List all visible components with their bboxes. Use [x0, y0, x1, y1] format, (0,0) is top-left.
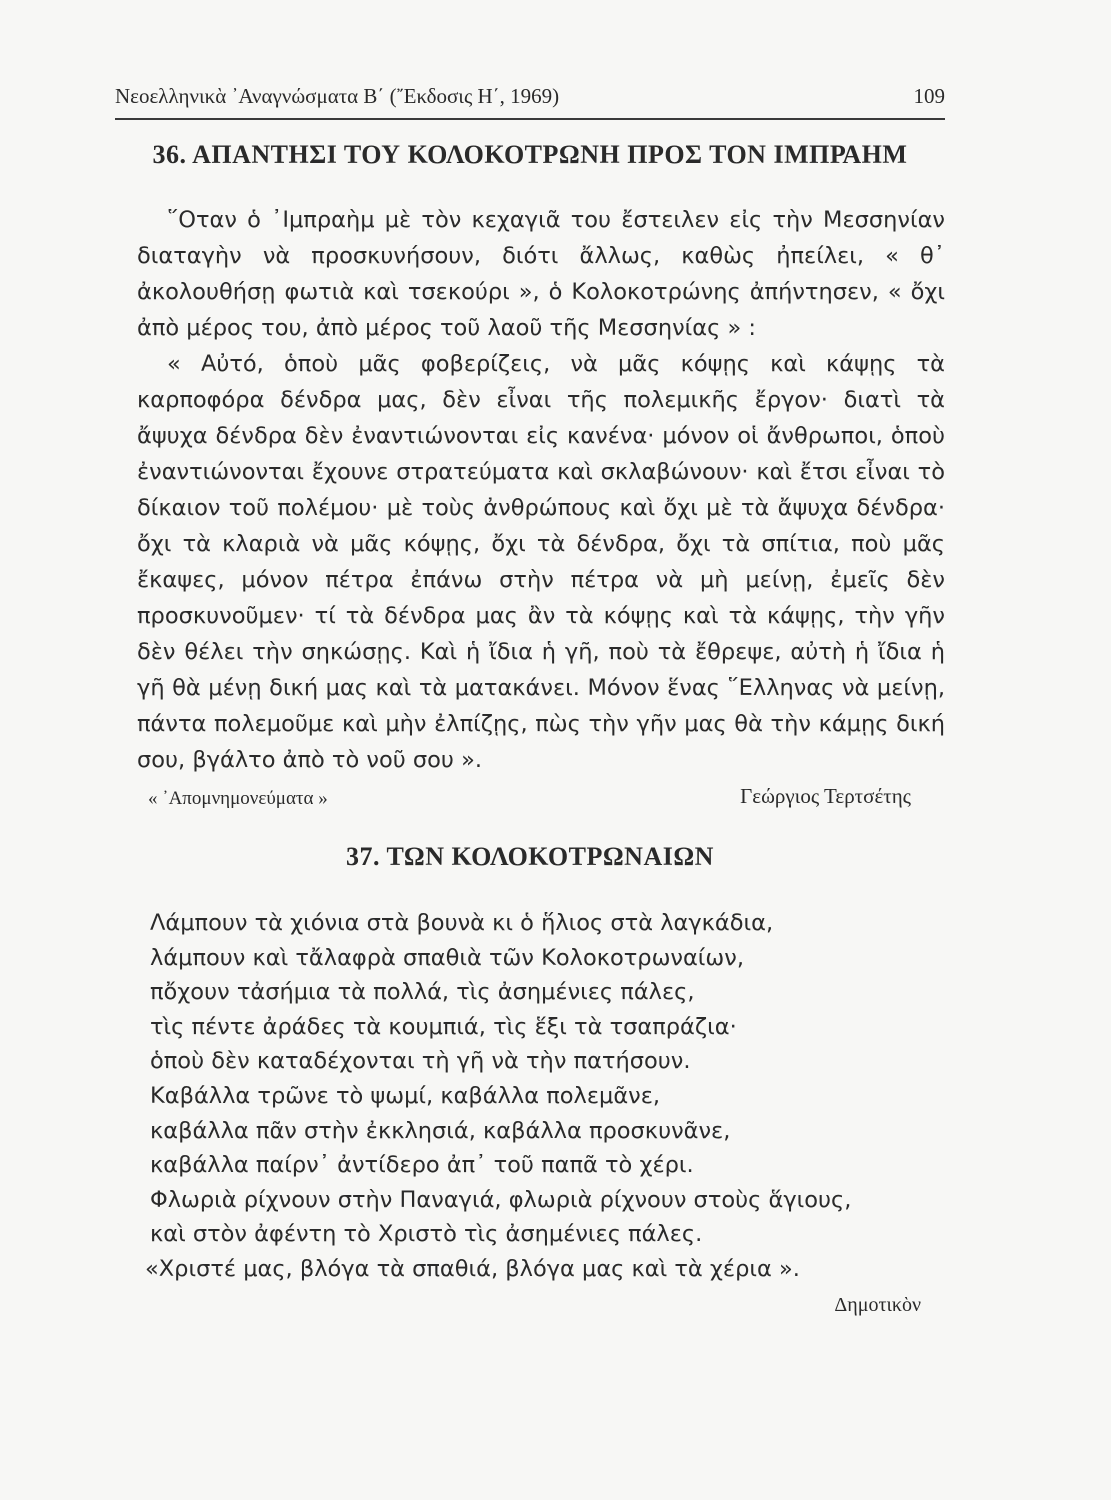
intro-paragraph: ῞Οταν ὁ ᾿Ιμπραὴμ μὲ τὸν κεχαγιᾶ του ἔστειλεν εἰς τὴν Μεσσηνίαν διαταγὴν νὰ προσκυνήσουν, διότι ἄλλως, καθὼς ἠπείλει, « θ᾿ ἀκολουθήσῃ φωτιὰ καὶ τσεκούρι », ὁ Κολοκοτρώνης ἀπήντησεν, « ὄχι ἀπὸ μέρος του, ἀπὸ μέρος τοῦ λαοῦ τῆς Μεσσηνίας » : [137, 207, 945, 341]
poem-line: καβάλλα παίρν᾿ ἀντίδερο ἀπ᾿ τοῦ παπᾶ τὸ χέρι. [150, 1152, 694, 1179]
book-title: Νεοελληνικὰ ᾿Αναγνώσματα Β΄ (῎Εκδοσις Η΄, 1969) [115, 84, 560, 108]
section-36-body [137, 202, 945, 778]
header-rule [115, 118, 945, 120]
page-number: 109 [913, 84, 945, 108]
poem-line: Φλωριὰ ρίχνουν στὴν Παναγιά, φλωριὰ ρίχνουν στοὺς ἅγιους, [150, 1186, 852, 1213]
poem-line: Καβάλλα τρῶνε τὸ ψωμί, καβάλλα πολεμᾶνε, [150, 1082, 661, 1109]
poem-line: καβάλλα πᾶν στὴν ἐκκλησιά, καβάλλα προσκυνᾶνε, [150, 1117, 731, 1144]
source-citation: « ᾿Απομνημονεύματα » [148, 788, 328, 809]
section-36-title: 36. ΑΠΑΝΤΗΣΙ ΤΟΥ ΚΟΛΟΚΟΤΡΩΝΗ ΠΡΟΣ ΤΟΝ ΙΜΠΡΑΗΜ [152, 140, 908, 169]
reply-paragraph: « Αὐτό, ὁποὺ μᾶς φοβερίζεις, νὰ μᾶς κόψῃς καὶ κάψῃς τὰ καρποφόρα δένδρα μας, δὲν εἶναι τῆς πολεμικῆς ἔργον· διατὶ τὰ ἄψυχα δένδρα δὲν ἐναντιώνονται εἰς κανένα· μόνον οἱ ἄνθρωποι, ὁποὺ ἐναντιώνονται ἔχουνε στρατεύματα καὶ σκλαβώνουν· καὶ ἔτσι εἶναι τὸ δίκαιον τοῦ πολέμου· μὲ τοὺς ἀνθρώπους καὶ ὄχι μὲ τὰ ἄψυχα δένδρα· ὄχι τὰ κλαριὰ νὰ μᾶς κόψῃς, ὄχι τὰ δένδρα, ὄχι τὰ σπίτια, ποὺ μᾶς ἔκαψες, μόνον πέτρα ἐπάνω στὴν πέτρα νὰ μὴ μείνῃ, ἐμεῖς δὲν προσκυνοῦμεν· τί τὰ δένδρα μας ἂν τὰ κόψῃς καὶ τὰ κάψῃς, τὴν γῆν δὲν θέλει τὴν σηκώσῃς. Καὶ ἡ ἴδια ἡ γῆ, ποὺ τὰ ἔθρεψε, αὐτὴ ἡ ἴδια ἡ γῆ θὰ μένῃ δική μας καὶ τὰ ματακάνει. Μόνον ἕνας ῞Ελληνας νὰ μείνῃ, πάντα πολεμοῦμε καὶ μὴν ἐλπίζῃς, πὼς τὴν γῆν μας θὰ τὴν κάμῃς δική σου, βγάλτο ἀπὸ τὸ νοῦ σου ». [137, 351, 945, 773]
author-name: Γεώργιος Τερτσέτης [740, 784, 911, 808]
genre-tag: Δημοτικὸν [834, 1294, 921, 1316]
poem-line: ὁποὺ δὲν καταδέχονται τὴ γῆ νὰ τὴν πατήσουν. [150, 1048, 691, 1075]
poem-line: τὶς πέντε ἀράδες τὰ κουμπιά, τὶς ἕξι τὰ τσαπράζια· [150, 1013, 737, 1040]
section-37-title: 37. ΤΩΝ ΚΟΛΟΚΟΤΡΩΝΑΙΩΝ [346, 842, 714, 871]
poem-line: «Χριστέ μας, βλόγα τὰ σπαθιά, βλόγα μας καὶ τὰ χέρια ». [145, 1255, 800, 1282]
poem-line: πὄχουν τἀσήμια τὰ πολλά, τὶς ἀσημένιες πάλες, [150, 979, 695, 1006]
poem-line: Λάμπουν τὰ χιόνια στὰ βουνὰ κι ὁ ἥλιος στὰ λαγκάδια, [150, 910, 774, 936]
poem-line: λάμπουν καὶ τἄλαφρὰ σπαθιὰ τῶν Κολοκοτρωναίων, [150, 944, 744, 971]
poem [145, 906, 950, 1287]
poem-line: καὶ στὸν ἀφέντη τὸ Χριστὸ τὶς ἀσημένιες πάλες. [150, 1221, 703, 1248]
running-header [115, 84, 945, 114]
